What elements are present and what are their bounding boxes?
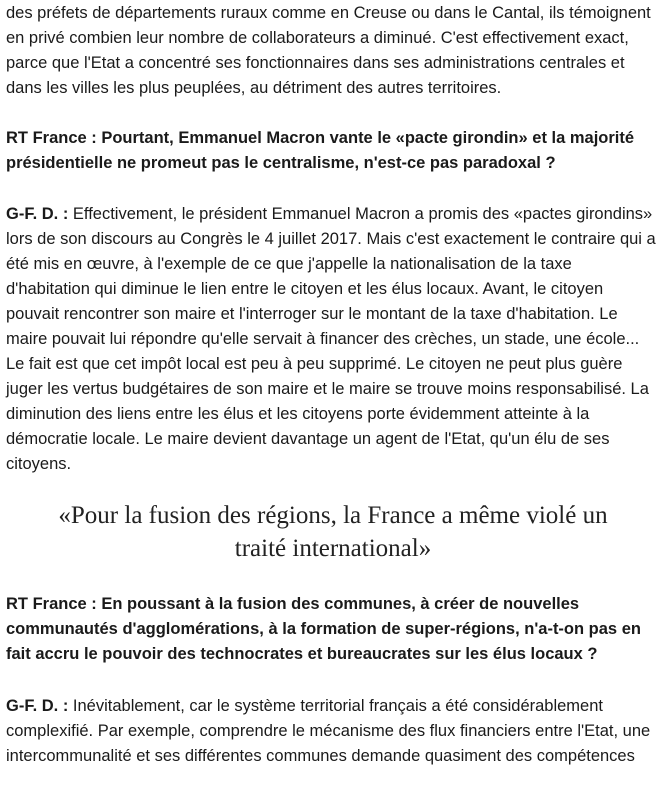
interview-answer <box>6 202 660 477</box>
interview-question: RT France : En poussant à la fusion des communes, à créer de nouvelles communautés d'agglomérations, à la formation de super-régions, n'a-t-on pas en fait accru le pouvoir des technocrates et bureaucrates sur les élus locaux ? <box>6 595 641 663</box>
answer-text: Inévitablement, car le système territorial français a été considérablement complexifié. Par exemple, comprendre le mécanisme des flux financiers entre l'Etat, une intercommunalité et ses différentes communes demande quasiment des compétences <box>6 697 651 765</box>
answer-text: Effectivement, le président Emmanuel Macron a promis des «pactes girondins» lors de son discours au Congrès le 4 juillet 2017. Mais c'est exactement le contraire qui a été mis en œuvre, à l'exemple de ce que j'appelle la nationalisation de la taxe d'habitation qui diminue le lien entre le citoyen et les élus locaux. Avant, le citoyen pouvait rencontrer son maire et l'interroger sur le montant de la taxe d'habitation. Le maire pouvait lui répondre qu'elle servait à financer des crèches, un stade, une école... Le fait est que cet impôt local est peu à peu supprimé. Le citoyen ne peut plus guère juger les vertus budgétaires de son maire et le maire se trouve moins responsabilisé. La diminution des liens entre les élus et les citoyens porte évidemment atteinte à la démocratie locale. Le maire devient davantage un agent de l'Etat, qu'un élu de ses citoyens. <box>6 205 656 473</box>
interview-answer <box>6 694 660 769</box>
pull-quote: «Pour la fusion des régions, la France a même violé un traité international» <box>58 502 608 562</box>
answer-speaker-label: G-F. D. : <box>6 697 69 715</box>
paragraph: des préfets de départements ruraux comme en Creuse ou dans le Cantal, ils témoignent en privé combien leur nombre de collaborateurs a diminué. C'est effectivement exact, parce que l'Etat a concentré ses fonctionnaires dans ses administrations centrales et dans les villes les plus peuplées, au détriment des autres territoires. <box>6 4 651 97</box>
article-body <box>6 0 660 769</box>
interview-question: RT France : Pourtant, Emmanuel Macron vante le «pacte girondin» et la majorité présidentielle ne promeut pas le centralisme, n'est-ce pas paradoxal ? <box>6 129 635 172</box>
answer-speaker-label: G-F. D. : <box>6 205 69 223</box>
